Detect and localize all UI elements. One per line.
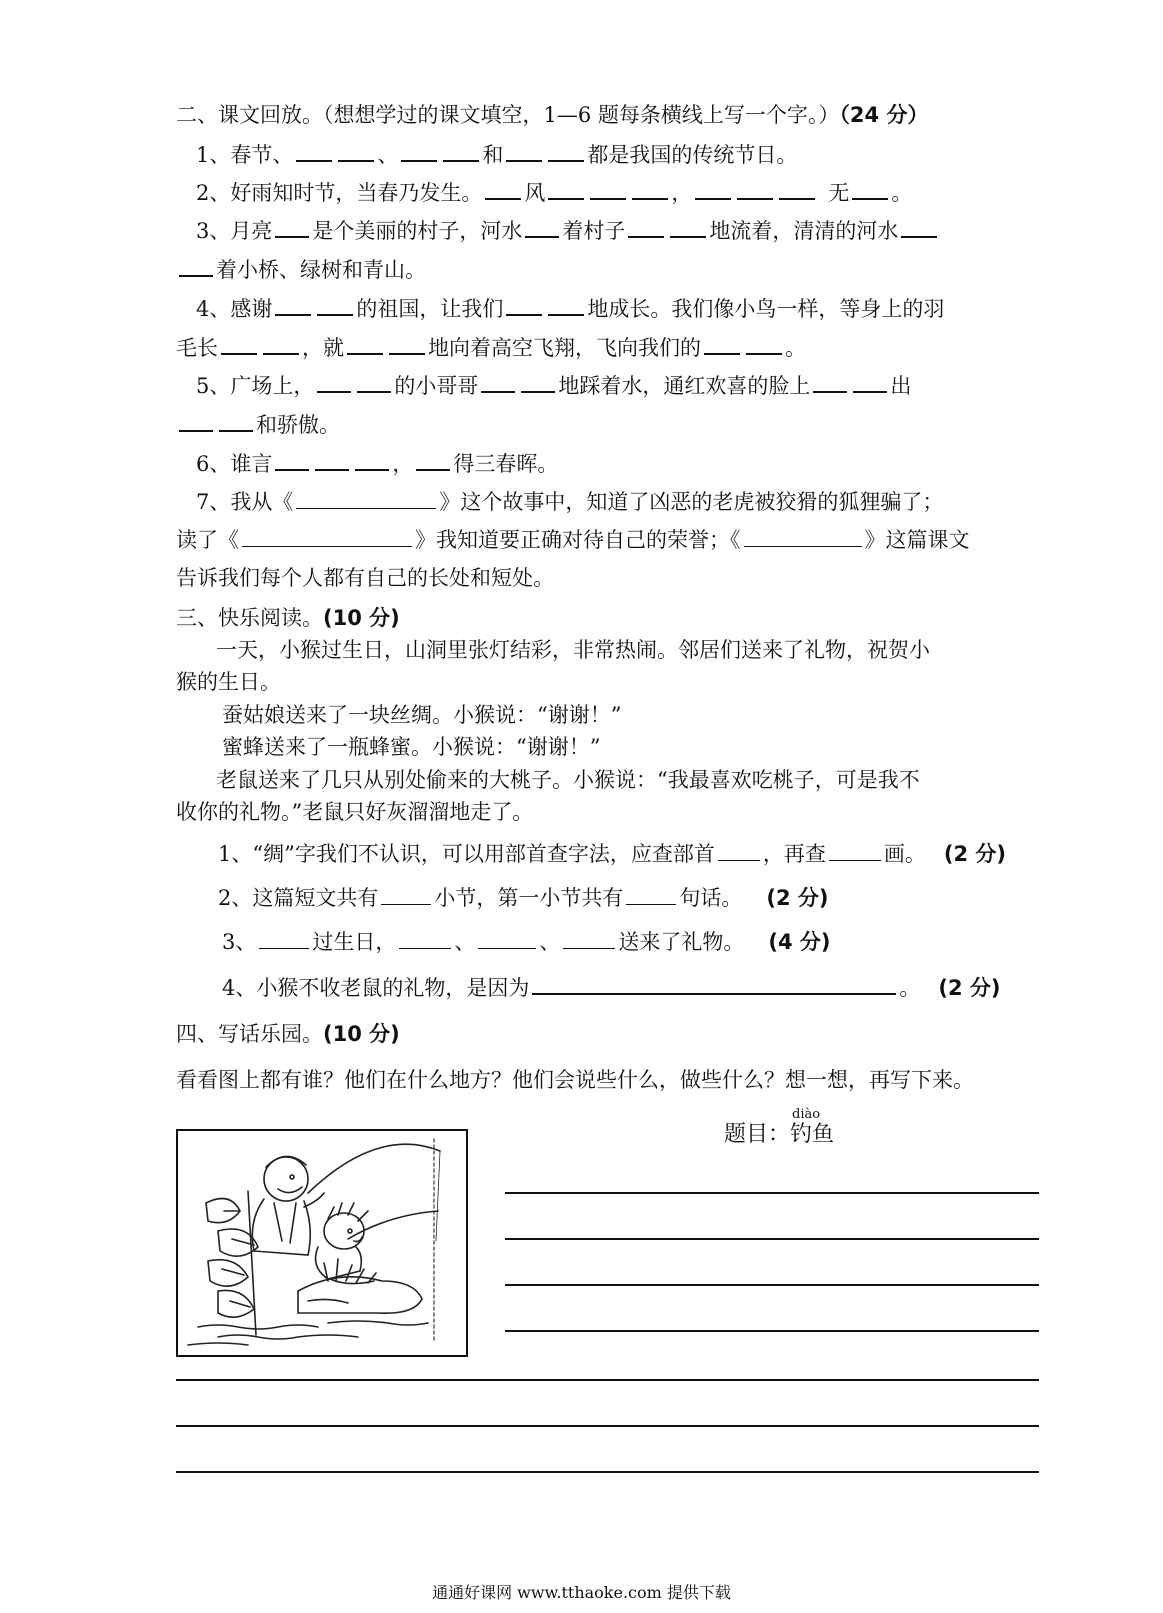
s3-q2-score: (2 分) [766,886,829,910]
blank[interactable] [315,449,349,471]
blank[interactable] [357,371,391,393]
blank[interactable] [779,178,815,200]
s2-q4-text: ，就 [302,336,344,360]
blank[interactable] [389,333,425,355]
s3-q4-text: 。 [899,976,921,1000]
section4-heading [176,1020,400,1048]
s2-q3-text: 是个美丽的村子，河水 [312,219,523,243]
blank[interactable] [263,333,299,355]
s3-q2 [218,884,829,912]
writing-line[interactable] [505,1238,1039,1240]
s2-q4-text: 地向着高空飞翔，飞向我们的 [428,336,701,360]
blank[interactable] [355,449,389,471]
blank[interactable] [628,216,664,238]
blank[interactable] [347,333,383,355]
writing-line[interactable] [176,1425,1039,1427]
s3-q2-text: 句话。 [679,886,743,910]
s2-q7 [196,488,943,516]
s3-q1-text: 画。 [883,842,926,866]
blank[interactable] [901,216,937,238]
topic-pinyin: diào [792,1107,821,1122]
s2-q3-text: 着村子 [562,219,626,243]
s2-q4-text: 地成长。我们像小鸟一样，等身上的羽 [587,297,945,321]
reading-para-2: 蚕姑娘送来了一块丝绸。小猴说：“谢谢！” [222,703,622,727]
writing-line[interactable] [505,1330,1039,1332]
blank[interactable] [521,371,555,393]
s2-q5-cont [176,410,340,439]
s2-q4-cont [176,333,806,362]
blank[interactable] [737,178,773,200]
s3-q3-text: 3、 [222,930,257,954]
blank[interactable] [259,928,309,949]
s2-q2-text: 风 [524,181,546,205]
s2-q3-text: 3、月亮 [196,219,273,243]
s2-q7-text: 7、我从《 [196,490,294,514]
s3-q3 [222,928,831,956]
writing-line[interactable] [505,1284,1039,1286]
s3-q1-text: 1、“绸”字我们不认识，可以用部首查字法，应查部首 [218,842,715,866]
blank[interactable] [399,928,451,949]
s3-q4 [222,973,1001,1002]
blank[interactable] [718,840,760,861]
blank[interactable] [381,884,431,905]
s2-q6 [196,449,558,478]
reading-para-4b: 收你的礼物。”老鼠只好灰溜溜地走了。 [176,800,534,824]
s2-q5-text: 的小哥哥 [394,374,479,398]
writing-line[interactable] [176,1379,1039,1381]
blank[interactable] [275,216,309,238]
reading-para-4a: 老鼠送来了几只从别处偷来的大桃子。小猴说：“我最喜欢吃桃子，可是我不 [216,768,920,792]
blank[interactable] [829,840,881,861]
s2-q7-text: 》这个故事中，知道了凶恶的老虎被狡猾的狐狸骗了； [439,490,944,514]
s2-q4-text: 的祖国，让我们 [356,297,504,321]
s3-q3-text: 过生日， [312,930,397,954]
blank[interactable] [275,449,309,471]
reading-para-3: 蜜蜂送来了一瓶蜂蜜。小猴说：“谢谢！” [222,735,601,759]
s2-q3-text: 地流着，清清的河水 [709,219,899,243]
s2-q4-text: 。 [785,336,806,360]
blank[interactable] [179,255,213,277]
s2-q2-text: ， [671,181,693,205]
fishing-illustration [176,1129,468,1357]
blank[interactable] [481,371,515,393]
s2-q6-text: 得三春晖。 [453,452,559,476]
s2-q7-text: 》我知道要正确对待自己的荣誉；《 [415,528,741,552]
blank[interactable] [670,216,706,238]
section2-title: 二、课文回放。（想想学过的课文填空，1—6 题每条横线上写一个字。） [176,103,840,127]
blank[interactable] [563,928,615,949]
blank[interactable] [744,526,862,547]
writing-line[interactable] [505,1192,1039,1194]
section4-score: (10 分) [323,1022,400,1046]
blank[interactable] [478,928,536,949]
section3-heading [176,604,400,632]
reading-para-1b: 猴的生日。 [176,670,281,694]
s2-q5 [196,371,911,400]
s2-q7-cont [176,526,970,554]
blank[interactable] [525,216,559,238]
section4-title: 四、写话乐园。 [176,1022,323,1046]
s2-q7-text: 告诉我们每个人都有自己的长处和短处。 [176,566,554,590]
s2-q1-text: 1、春节、 [196,143,294,167]
section3-title: 三、快乐阅读。 [176,606,323,630]
s3-q1 [218,840,1006,868]
blank[interactable] [548,140,584,162]
blank[interactable] [548,294,584,316]
s2-q1 [196,140,797,169]
blank[interactable] [416,449,450,471]
s3-q2-text: 小节，第一小节共有 [434,886,624,910]
s2-q5-text: 和骄傲。 [256,413,340,437]
s2-q1-text: 和 [482,143,504,167]
blank[interactable] [590,178,626,200]
s2-q3 [196,216,940,245]
s2-q1-text: 、 [377,143,399,167]
blank[interactable] [275,294,311,316]
s2-q6-text: ， [392,452,414,476]
s3-q2-text: 2、这篇短文共有 [218,886,379,910]
s3-q4-text: 4、小猴不收老鼠的礼物，是因为 [222,976,530,1000]
topic-text: 钓鱼 [790,1122,835,1147]
blank[interactable] [548,178,584,200]
blank[interactable] [506,140,542,162]
blank[interactable] [401,140,437,162]
s3-q3-text: 、 [454,930,476,954]
s3-q3-score: (4 分) [768,930,831,954]
s2-q5-text: 地踩着水，通红欢喜的脸上 [558,374,811,398]
s2-q3-cont [176,255,426,284]
writing-line[interactable] [176,1471,1039,1473]
blank[interactable] [695,178,731,200]
s3-q3-text: 、 [539,930,561,954]
blank[interactable] [338,140,374,162]
topic-line [724,1121,834,1149]
s3-q1-text: ，再查 [762,842,826,866]
blank[interactable] [506,294,542,316]
blank[interactable] [179,410,213,432]
s2-q1-text: 都是我国的传统节日。 [587,143,798,167]
s2-q4-text: 4、感谢 [196,297,273,321]
blank[interactable] [219,410,253,432]
blank[interactable] [813,371,847,393]
blank[interactable] [532,973,896,995]
s2-q4 [196,294,944,323]
writing-prompt: 看看图上都有谁？他们在什么地方？他们会说些什么，做些什么？想一想，再写下来。 [176,1068,974,1092]
s2-q2-text: 无 [828,181,850,205]
s2-q2-text: 。 [891,181,913,205]
footer-credit: 通通好课网 www.tthaoke.com 提供下载 [432,1583,731,1602]
s2-q7-cont2 [176,564,554,592]
s3-q4-score: (2 分) [938,976,1001,1000]
s2-q3-text: 着小桥、绿树和青山。 [216,258,426,282]
s3-q3-text: 送来了礼物。 [618,930,745,954]
s2-q6-text: 6、谁言 [196,452,273,476]
blank[interactable] [853,371,887,393]
blank[interactable] [852,178,888,200]
s2-q7-text: 》这篇课文 [864,528,970,552]
s2-q4-text: 毛长 [176,336,218,360]
blank[interactable] [296,140,332,162]
blank[interactable] [746,333,782,355]
s2-q5-text: 5、广场上， [196,374,315,398]
blank[interactable] [443,140,479,162]
fishing-drawing [178,1131,466,1355]
s2-q2-text: 2、好雨知时节，当春乃发生。 [196,181,483,205]
blank[interactable] [221,333,257,355]
blank[interactable] [242,526,412,547]
reading-para-1a: 一天，小猴过生日，山洞里张灯结彩，非常热闹。邻居们送来了礼物，祝贺小 [216,638,930,662]
blank[interactable] [317,294,353,316]
section3-score: (10 分) [323,606,400,630]
blank[interactable] [632,178,668,200]
blank[interactable] [296,488,436,509]
s3-q1-score: (2 分) [943,842,1006,866]
s2-q5-text: 出 [890,374,912,398]
s2-q7-text: 读了《 [176,528,239,552]
blank[interactable] [626,884,676,905]
blank[interactable] [485,178,521,200]
s2-q2 [196,178,912,207]
blank[interactable] [704,333,740,355]
topic-label: 题目： [724,1122,791,1147]
blank[interactable] [317,371,351,393]
section2-heading [176,101,928,129]
section2-score: （24 分） [839,103,929,127]
